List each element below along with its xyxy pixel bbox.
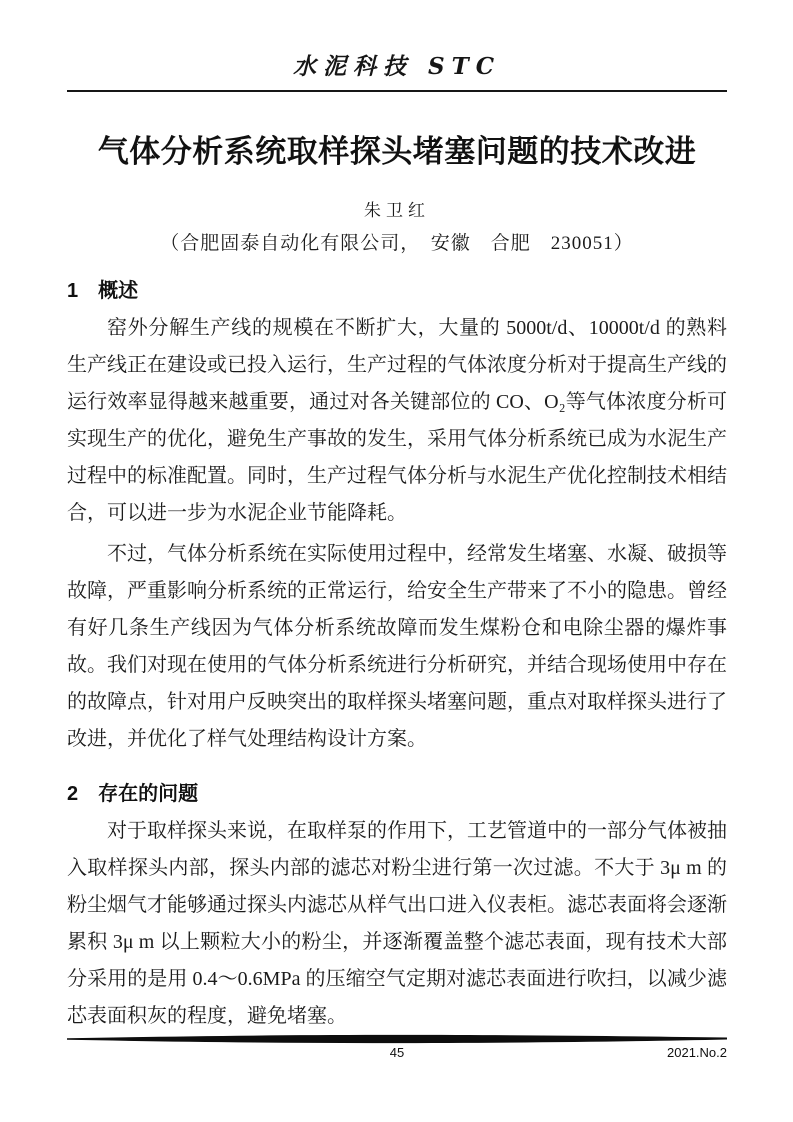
page-footer	[67, 1034, 727, 1063]
paragraph: 窑外分解生产线的规模在不断扩大，大量的 5000t/d、10000t/d 的熟料生产线正在建设或已投入运行，生产过程的气体浓度分析对于提高生产线的运行效率显得越来越重要，通过对各关键部位的 CO、O₂等气体浓度分析可实现生产的优化，避免生产事故的发生，采用气体分析系统已成为水泥生产过程中的标准配置。同时，生产过程气体分析与水泥生产优化控制技术相结合，可以进一步为水泥企业节能降耗。	[67, 317, 727, 524]
footer-rule	[67, 1034, 727, 1044]
section-heading-problems: 2 存在的问题	[67, 783, 199, 805]
author-name: 朱卫红	[364, 201, 430, 220]
paragraph: 不过，气体分析系统在实际使用过程中，经常发生堵塞、水凝、破损等故障，严重影响分析系统的正常运行，给安全生产带来了不小的隐患。曾经有好几条生产线因为气体分析系统故障而发生煤粉仓和电除尘器的爆炸事故。我们对现在使用的气体分析系统进行分析研究，并结合现场使用中存在的故障点，针对用户反映突出的取样探头堵塞问题，重点对取样探头进行了改进，并优化了样气处理结构设计方案。	[67, 543, 727, 750]
page-content	[67, 0, 727, 1032]
issue-number: 2021.No.2	[667, 1045, 727, 1060]
section-heading-overview: 1 概述	[67, 280, 139, 302]
journal-title: 水泥科技 STC	[292, 53, 502, 80]
journal-header	[67, 0, 727, 81]
footer-row	[67, 1045, 727, 1063]
header-rule	[67, 90, 727, 92]
author-affiliation: （合肥固泰自动化有限公司， 安徽 合肥 230051）	[160, 233, 634, 254]
paragraph: 对于取样探头来说，在取样泵的作用下，工艺管道中的一部分气体被抽入取样探头内部，探头内部的滤芯对粉尘进行第一次过滤。不大于 3μ m 的粉尘烟气才能够通过探头内滤芯从样气出口进入仪表柜。滤芯表面将会逐渐累积 3μ m 以上颗粒大小的粉尘，并逐渐覆盖整个滤芯表面，现有技术大部分采用的是用 0.4～0.6MPa 的压缩空气定期对滤芯表面进行吹扫，以减少滤芯表面积灰的程度，避免堵塞。	[67, 820, 727, 1027]
article-title: 气体分析系统取样探头堵塞问题的技术改进	[97, 134, 697, 169]
page-number: 45	[389, 1045, 405, 1060]
